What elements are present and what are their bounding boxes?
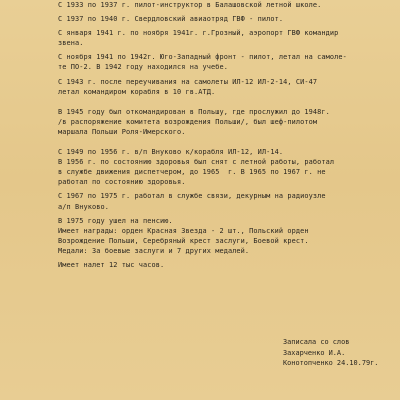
text-line: В 1956 г. по состоянию здоровья был снят с летной работы, работал [58, 158, 335, 167]
text-line: С 1937 по 1940 г. Свердловский авиаотряд ГВФ - пилот. [58, 15, 284, 24]
text-line: Возрождение Польши, Серебряный крест заслуги, Боевой крест. [58, 236, 309, 245]
text-line: /в распоряжение комитета возрождения Польши/, был шеф-пилотом [58, 117, 318, 126]
text-line: Имеет награды: орден Красная Звезда - 2 шт., Польский орден [58, 226, 309, 235]
text-line: Медали: За боевые заслуги и 7 других медалей. [58, 246, 250, 255]
text-line: звена. [58, 39, 84, 48]
text-line: маршала Польши Роля-Имерского. [58, 127, 186, 136]
text-line: С января 1941 г. по ноября 1941г. г.Грозный, аэропорт ГВФ командир [58, 29, 339, 38]
signature-line: Записала со слов [283, 338, 350, 346]
text-line: С 1933 по 1937 г. пилот-инструктор в Балашовской летной школе. [58, 1, 322, 9]
text-line: В 1945 году был откомандирован в Польшу, где прослужил до 1948г. [58, 107, 330, 116]
text-line: С ноября 1941 по 1942г. Юго-Западный фронт - пилот, летал на самоле- [58, 53, 347, 62]
signature-line: Захарченко И.А. [283, 348, 346, 357]
signature-block [283, 337, 378, 369]
text-line: а/п Внуково. [58, 202, 109, 211]
typed-text-block [58, 0, 396, 270]
text-line: те ПО-2. В 1942 году находился на учебе. [58, 63, 228, 72]
text-line: С 1943 г. после переучивания на самолеты ИЛ-12 ИЛ-2-14, СИ-47 [58, 77, 318, 86]
text-line: работал по состоянию здоровья. [58, 178, 186, 187]
text-line: С 1949 по 1956 г. в/п Внуково к/корабля ИЛ-12, ИЛ-14. [58, 148, 284, 157]
text-line: В 1975 году ушел на пенсию. [58, 216, 173, 225]
text-line: в службе движения диспетчером, до 1965 г. В 1965 по 1967 г. не [58, 168, 326, 177]
signature-line: Конотопченко 24.10.79г. [283, 359, 379, 367]
text-line: летал командиром корабля в 10 гв.АТД. [58, 87, 216, 96]
text-line: Имеет налет 12 тыс часов. [58, 260, 165, 269]
text-line: С 1967 по 1975 г. работал в службе связи, декурным на радиоузле [58, 192, 326, 201]
